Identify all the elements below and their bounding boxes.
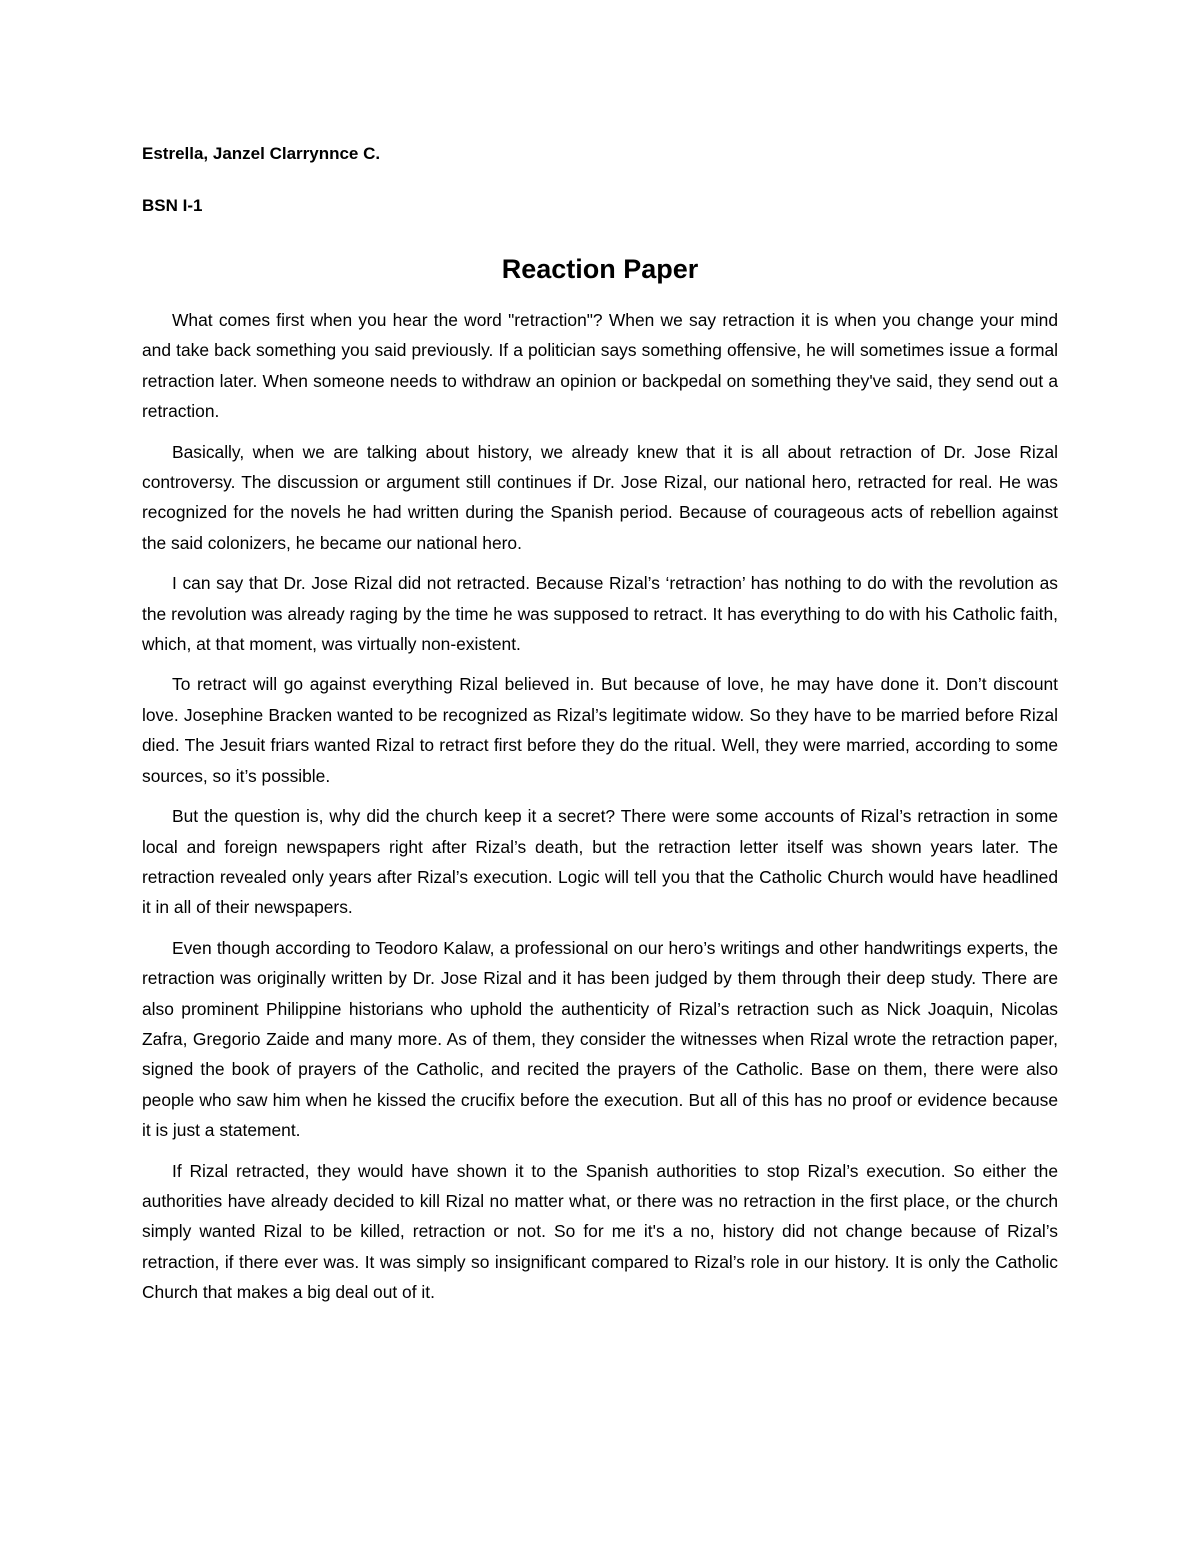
- paragraph: Basically, when we are talking about history, we already knew that it is all about retraction of Dr. Jose Rizal controversy. The discussion or argument still continues if Dr. Jose Rizal, our national hero, retracted for real. He was recognized for the novels he had written during the Spanish period. Because of courageous acts of rebellion against the said colonizers, he became our national hero.: [142, 441, 1058, 553]
- paragraph: What comes first when you hear the word "retraction"? When we say retraction it is when you change your mind and take back something you said previously. If a politician says something offensive, he will sometimes issue a formal retraction later. When someone needs to withdraw an opinion or backpedal on something they've said, they send out a retraction.: [142, 310, 1058, 422]
- page-title: Reaction Paper: [501, 254, 699, 284]
- paragraph: But the question is, why did the church keep it a secret? There were some accounts of Rizal’s retraction in some local and foreign newspapers right after Rizal’s death, but the retraction letter itself was shown years later. The retraction revealed only years after Rizal’s execution. Logic will tell you that the Catholic Church would have headlined it in all of their newspapers.: [142, 806, 1058, 918]
- class-section: BSN I-1: [142, 196, 203, 215]
- document-content: [142, 143, 1058, 1318]
- author-name: Estrella, Janzel Clarrynnce C.: [142, 144, 381, 163]
- paragraph: To retract will go against everything Rizal believed in. But because of love, he may have done it. Don’t discount love. Josephine Bracken wanted to be recognized as Rizal’s legitimate widow. So they have to be married before Rizal died. The Jesuit friars wanted Rizal to retract first before they do the ritual. Well, they were married, according to some sources, so it’s possible.: [142, 674, 1058, 786]
- document-body: [142, 305, 1058, 1308]
- paragraph: I can say that Dr. Jose Rizal did not retracted. Because Rizal’s ‘retraction’ has nothing to do with the revolution as the revolution was already raging by the time he was supposed to retract. It has everything to do with his Catholic faith, which, at that moment, was virtually non-existent.: [142, 573, 1058, 655]
- paragraph: If Rizal retracted, they would have shown it to the Spanish authorities to stop Rizal’s execution. So either the authorities have already decided to kill Rizal no matter what, or there was no retraction in the first place, or the church simply wanted Rizal to be killed, retraction or not. So for me it's a no, history did not change because of Rizal’s retraction, if there ever was. It was simply so insignificant compared to Rizal’s role in our history. It is only the Catholic Church that makes a big deal out of it.: [142, 1160, 1058, 1303]
- paragraph: Even though according to Teodoro Kalaw, a professional on our hero’s writings and other handwritings experts, the retraction was originally written by Dr. Jose Rizal and it has been judged by them through their deep study. There are also prominent Philippine historians who uphold the authenticity of Rizal’s retraction such as Nick Joaquin, Nicolas Zafra, Gregorio Zaide and many more. As of them, they consider the witnesses when Rizal wrote the retraction paper, signed the book of prayers of the Catholic, and recited the prayers of the Catholic. Base on them, there were also people who saw him when he kissed the crucifix before the execution. But all of this has no proof or evidence because it is just a statement.: [142, 937, 1058, 1141]
